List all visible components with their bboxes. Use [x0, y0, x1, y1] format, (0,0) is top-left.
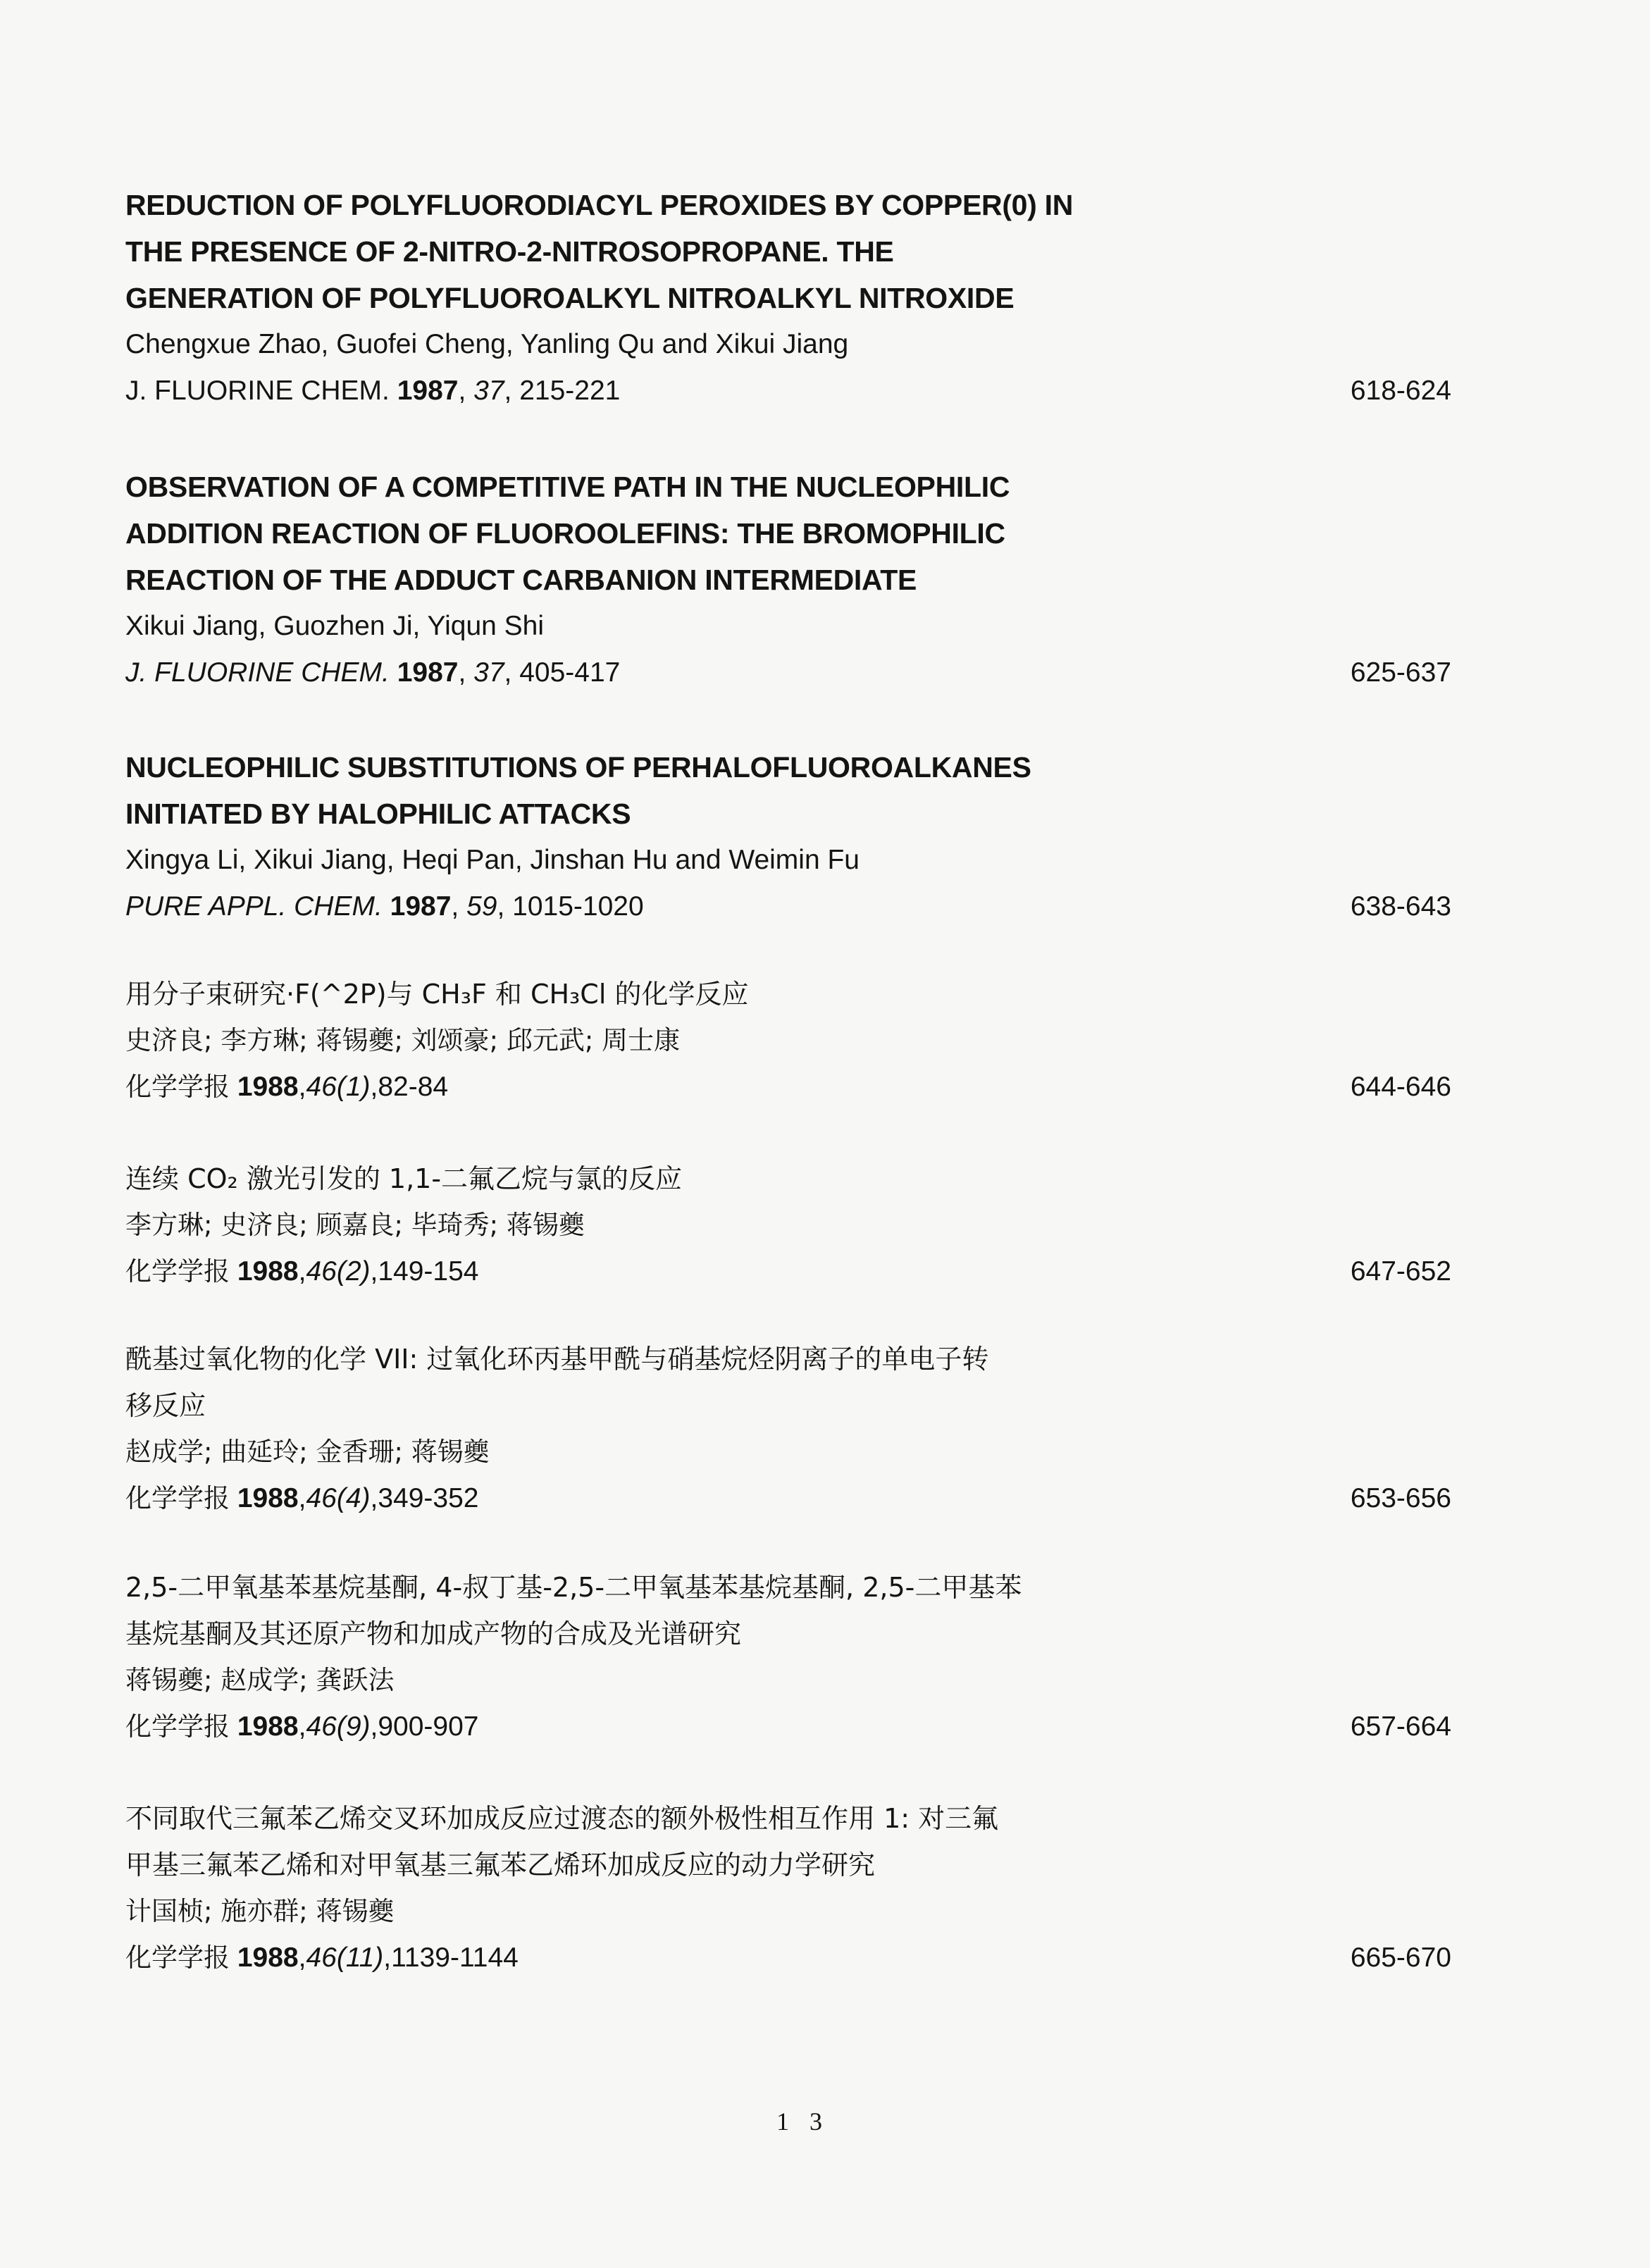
entry-authors: 史济良; 李方琳; 蒋锡夔; 刘颂豪; 邱元武; 周士康 [125, 1025, 681, 1055]
citation-separator: , [298, 1483, 306, 1513]
entry-citation [125, 657, 620, 688]
entry-citation [125, 1072, 448, 1102]
entry-title-line: THE PRESENCE OF 2-NITRO-2-NITROSOPROPANE. THE [125, 235, 894, 268]
entry-citation-row [125, 368, 1451, 414]
entry-title-line: 甲基三氟苯乙烯和对甲氧基三氟苯乙烯环加成反应的动力学研究 [125, 1849, 876, 1880]
entry-title-line: OBSERVATION OF A COMPETITIVE PATH IN THE NUCLEOPHILIC [125, 471, 1010, 503]
entry-authors: Xingya Li, Xikui Jiang, Heqi Pan, Jinshan Hu and Weimin Fu [125, 845, 860, 875]
entry-citation [125, 1256, 478, 1287]
collection-pages: 665-670 [1350, 1942, 1451, 1973]
publication-year: 1988 [237, 1256, 299, 1287]
entry-title-line: 2,5-二甲氧基苯基烷基酮, 4-叔丁基-2,5-二甲氧基苯基烷基酮, 2,5-二甲基苯 [125, 1572, 1022, 1603]
collection-pages: 638-643 [1350, 891, 1451, 922]
citation-separator: , [298, 1256, 306, 1287]
entry-title-line: 连续 CO₂ 激光引发的 1,1-二氟乙烷与氯的反应 [125, 1163, 683, 1194]
publication-year: 1988 [237, 1072, 299, 1102]
citation-separator: , [298, 1942, 306, 1973]
entry-authors: 李方琳; 史济良; 顾嘉良; 毕琦秀; 蒋锡夔 [125, 1210, 585, 1240]
collection-pages: 647-652 [1350, 1256, 1451, 1287]
collection-pages: 653-656 [1350, 1483, 1451, 1513]
entry-title-line: REDUCTION OF POLYFLUORODIACYL PEROXIDES BY COPPER(0) IN [125, 189, 1074, 221]
citation-separator: , [298, 1711, 306, 1742]
publication-year: 1988 [237, 1483, 299, 1513]
bibliography-entry [125, 1336, 1451, 1522]
entry-title-line: 移反应 [125, 1390, 206, 1421]
entry-citation [125, 1942, 519, 1973]
publication-year: 1988 [237, 1942, 299, 1973]
collection-pages: 644-646 [1350, 1072, 1451, 1102]
publication-year: 1987 [397, 657, 459, 688]
entry-title-line: GENERATION OF POLYFLUOROALKYL NITROALKYL NITROXIDE [125, 282, 1015, 314]
citation-separator: , [298, 1072, 306, 1102]
bibliography-entry [125, 1795, 1451, 1981]
collection-pages: 625-637 [1350, 657, 1451, 688]
collection-pages: 657-664 [1350, 1711, 1451, 1742]
entry-title-line: NUCLEOPHILIC SUBSTITUTIONS OF PERHALOFLUOROALKANES [125, 751, 1031, 783]
entry-authors: Chengxue Zhao, Guofei Cheng, Yanling Qu and Xikui Jiang [125, 329, 849, 359]
entry-citation [125, 1483, 478, 1513]
article-page-range: ,149-154 [370, 1256, 479, 1287]
entry-citation-row [125, 1704, 1451, 1750]
bibliography-list [125, 182, 1451, 1981]
bibliography-entry [125, 744, 1451, 930]
article-page-range: ,1139-1144 [383, 1942, 519, 1973]
journal-volume: 46(1) [306, 1072, 371, 1102]
entry-title-line: REACTION OF THE ADDUCT CARBANION INTERMEDIATE [125, 564, 917, 596]
entry-authors: 赵成学; 曲延玲; 金香珊; 蒋锡夔 [125, 1437, 490, 1467]
bibliography-entry [125, 971, 1451, 1110]
entry-citation-row [125, 884, 1451, 930]
citation-separator: , [458, 376, 474, 406]
journal-volume: 37 [473, 657, 504, 688]
article-page-range: , 215-221 [504, 376, 621, 406]
journal-name: J. FLUORINE CHEM. [125, 657, 390, 688]
entry-authors: 蒋锡夔; 赵成学; 龚跃法 [125, 1665, 395, 1695]
entry-citation-row [125, 1475, 1451, 1522]
entry-citation-row [125, 1248, 1451, 1295]
publication-year: 1988 [237, 1711, 299, 1742]
citation-separator: , [458, 657, 474, 688]
journal-volume: 37 [473, 376, 504, 406]
entry-citation-row [125, 1064, 1451, 1110]
journal-volume: 46(2) [306, 1256, 371, 1287]
publication-year: 1987 [390, 891, 452, 922]
article-page-range: , 405-417 [504, 657, 621, 688]
journal-name: PURE APPL. CHEM. [125, 891, 383, 922]
entry-citation [125, 1711, 478, 1742]
bibliography-entry [125, 182, 1451, 414]
article-page-range: ,900-907 [370, 1711, 479, 1742]
collection-pages: 618-624 [1350, 376, 1451, 406]
entry-title-line: 基烷基酮及其还原产物和加成产物的合成及光谱研究 [125, 1618, 742, 1649]
article-page-range: ,349-352 [370, 1483, 479, 1513]
article-page-range: , 1015-1020 [497, 891, 644, 922]
bibliography-entry [125, 1155, 1451, 1295]
entry-authors: 计国桢; 施亦群; 蒋锡夔 [125, 1896, 395, 1926]
entry-citation [125, 376, 620, 406]
journal-name: 化学学报 [125, 1256, 230, 1287]
bibliography-entry [125, 464, 1451, 696]
page-number: 1 3 [776, 2107, 829, 2136]
journal-name: 化学学报 [125, 1072, 230, 1102]
bibliography-entry [125, 1564, 1451, 1750]
entry-authors: Xikui Jiang, Guozhen Ji, Yiqun Shi [125, 611, 545, 641]
journal-volume: 46(4) [306, 1483, 371, 1513]
journal-name: J. FLUORINE CHEM. [125, 376, 390, 406]
journal-name: 化学学报 [125, 1711, 230, 1742]
entry-citation-row [125, 650, 1451, 696]
publication-year: 1987 [397, 376, 459, 406]
entry-citation [125, 891, 644, 922]
entry-title-line: 不同取代三氟苯乙烯交叉环加成反应过渡态的额外极性相互作用 1: 对三氟 [125, 1803, 999, 1834]
entry-title-line: INITIATED BY HALOPHILIC ATTACKS [125, 798, 631, 830]
journal-volume: 46(11) [306, 1942, 384, 1973]
article-page-range: ,82-84 [370, 1072, 449, 1102]
journal-volume: 46(9) [306, 1711, 371, 1742]
entry-title-line: 酰基过氧化物的化学 VII: 过氧化环丙基甲酰与硝基烷烃阴离子的单电子转 [125, 1344, 989, 1375]
journal-name: 化学学报 [125, 1483, 230, 1513]
entry-title-line: 用分子束研究·F(^2P)与 CH₃F 和 CH₃Cl 的化学反应 [125, 979, 749, 1010]
entry-title-line: ADDITION REACTION OF FLUOROOLEFINS: THE BROMOPHILIC [125, 517, 1005, 550]
journal-volume: 59 [466, 891, 497, 922]
journal-name: 化学学报 [125, 1942, 230, 1973]
citation-separator: , [451, 891, 467, 922]
entry-citation-row [125, 1935, 1451, 1981]
